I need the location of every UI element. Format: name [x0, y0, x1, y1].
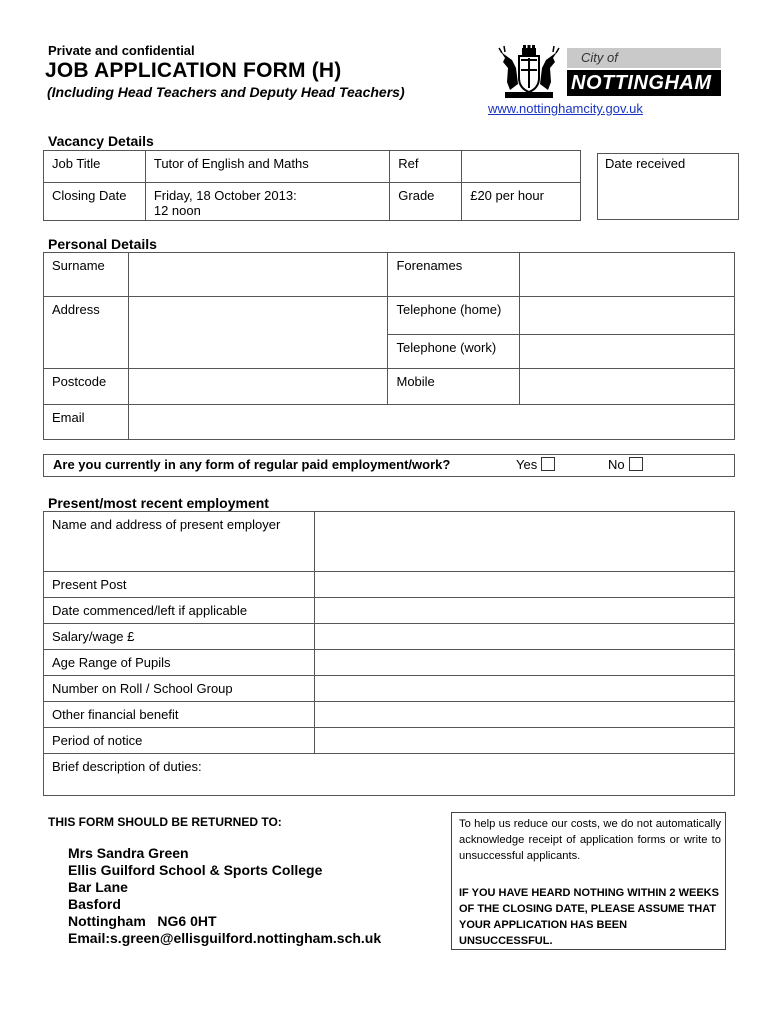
closing-date-label: Closing Date — [44, 183, 146, 221]
surname-label: Surname — [44, 253, 129, 297]
present-employment-heading: Present/most recent employment — [48, 495, 269, 511]
form-title: JOB APPLICATION FORM (H) — [45, 59, 342, 82]
forenames-label: Forenames — [388, 253, 520, 297]
mobile-label: Mobile — [388, 369, 520, 405]
website-link[interactable]: www.nottinghamcity.gov.uk — [488, 101, 643, 116]
ref-field[interactable] — [462, 151, 581, 183]
logo-city-bar — [567, 48, 721, 68]
notice-costs-text: To help us reduce our costs, we do not automatically acknowledge receipt of application forms or write to unsuccessful applicants. — [459, 818, 721, 862]
yes-checkbox[interactable] — [541, 457, 555, 471]
tel-home-label: Telephone (home) — [388, 297, 520, 335]
date-commenced-field[interactable] — [314, 598, 734, 624]
other-benefit-label: Other financial benefit — [44, 702, 315, 728]
duties-label: Brief description of duties: — [52, 759, 202, 774]
surname-field[interactable] — [128, 253, 388, 297]
present-post-field[interactable] — [314, 572, 734, 598]
mobile-field[interactable] — [520, 369, 735, 405]
tel-work-field[interactable] — [520, 335, 735, 369]
duties-field[interactable] — [44, 754, 735, 796]
vacancy-table — [43, 150, 581, 221]
employment-question: Are you currently in any form of regular paid employment/work? — [53, 457, 451, 472]
closing-date-value — [145, 183, 389, 221]
date-commenced-label: Date commenced/left if applicable — [44, 598, 315, 624]
number-on-roll-label: Number on Roll / School Group — [44, 676, 315, 702]
logo-city-text: City of — [581, 50, 618, 65]
no-label: No — [608, 457, 625, 472]
return-school: Ellis Guilford School & Sports College — [68, 862, 323, 878]
employer-field[interactable] — [314, 512, 734, 572]
age-range-field[interactable] — [314, 650, 734, 676]
no-checkbox[interactable] — [629, 457, 643, 471]
logo-name-text: NOTTINGHAM — [571, 72, 712, 94]
present-employment-table — [43, 511, 735, 796]
employer-label: Name and address of present employer — [44, 512, 315, 572]
logo-name-bar — [567, 70, 721, 96]
grade-value: £20 per hour — [462, 183, 581, 221]
notice-unsuccessful-text: IF YOU HAVE HEARD NOTHING WITHIN 2 WEEKS OF THE CLOSING DATE, PLEASE ASSUME THAT YOUR APPLICATION HAS BEEN UNSUCCESSFUL. — [459, 887, 719, 947]
postcode-label: Postcode — [44, 369, 129, 405]
personal-heading: Personal Details — [48, 236, 157, 252]
address-field[interactable] — [128, 297, 388, 369]
yes-option[interactable] — [516, 457, 555, 472]
salary-field[interactable] — [314, 624, 734, 650]
return-city-postcode: Nottingham NG6 0HT — [68, 913, 217, 929]
no-option[interactable] — [608, 457, 643, 472]
vacancy-heading: Vacancy Details — [48, 133, 154, 149]
other-benefit-field[interactable] — [314, 702, 734, 728]
salary-label: Salary/wage £ — [44, 624, 315, 650]
return-heading: THIS FORM SHOULD BE RETURNED TO: — [48, 815, 282, 829]
closing-date-line1: Friday, 18 October 2013: — [153, 188, 297, 203]
tel-home-field[interactable] — [520, 297, 735, 335]
return-email[interactable]: Email:s.green@ellisguilford.nottingham.sch.uk — [68, 930, 382, 946]
return-street: Bar Lane — [68, 879, 128, 895]
notice-period-label: Period of notice — [44, 728, 315, 754]
nottingham-crest-icon — [497, 44, 561, 100]
email-label: Email — [44, 405, 129, 440]
personal-table — [43, 252, 735, 440]
date-received-label: Date received — [605, 156, 686, 171]
date-received-box[interactable] — [597, 153, 739, 220]
confidential-label: Private and confidential — [48, 43, 195, 58]
address-label: Address — [44, 297, 129, 369]
ref-label: Ref — [390, 151, 462, 183]
tel-work-label: Telephone (work) — [388, 335, 520, 369]
job-title-label: Job Title — [44, 151, 146, 183]
notice-box — [451, 812, 726, 950]
age-range-label: Age Range of Pupils — [44, 650, 315, 676]
yes-label: Yes — [516, 457, 538, 472]
job-title-value: Tutor of English and Maths — [145, 151, 389, 183]
return-area: Basford — [68, 896, 121, 912]
present-post-label: Present Post — [44, 572, 315, 598]
employment-question-row — [43, 454, 735, 477]
postcode-field[interactable] — [128, 369, 388, 405]
closing-date-line2: 12 noon — [153, 203, 201, 218]
notice-period-field[interactable] — [314, 728, 734, 754]
forenames-field[interactable] — [520, 253, 735, 297]
grade-label: Grade — [390, 183, 462, 221]
email-field[interactable] — [128, 405, 734, 440]
form-subtitle: (Including Head Teachers and Deputy Head Teachers) — [47, 84, 405, 100]
number-on-roll-field[interactable] — [314, 676, 734, 702]
return-name: Mrs Sandra Green — [68, 845, 189, 861]
